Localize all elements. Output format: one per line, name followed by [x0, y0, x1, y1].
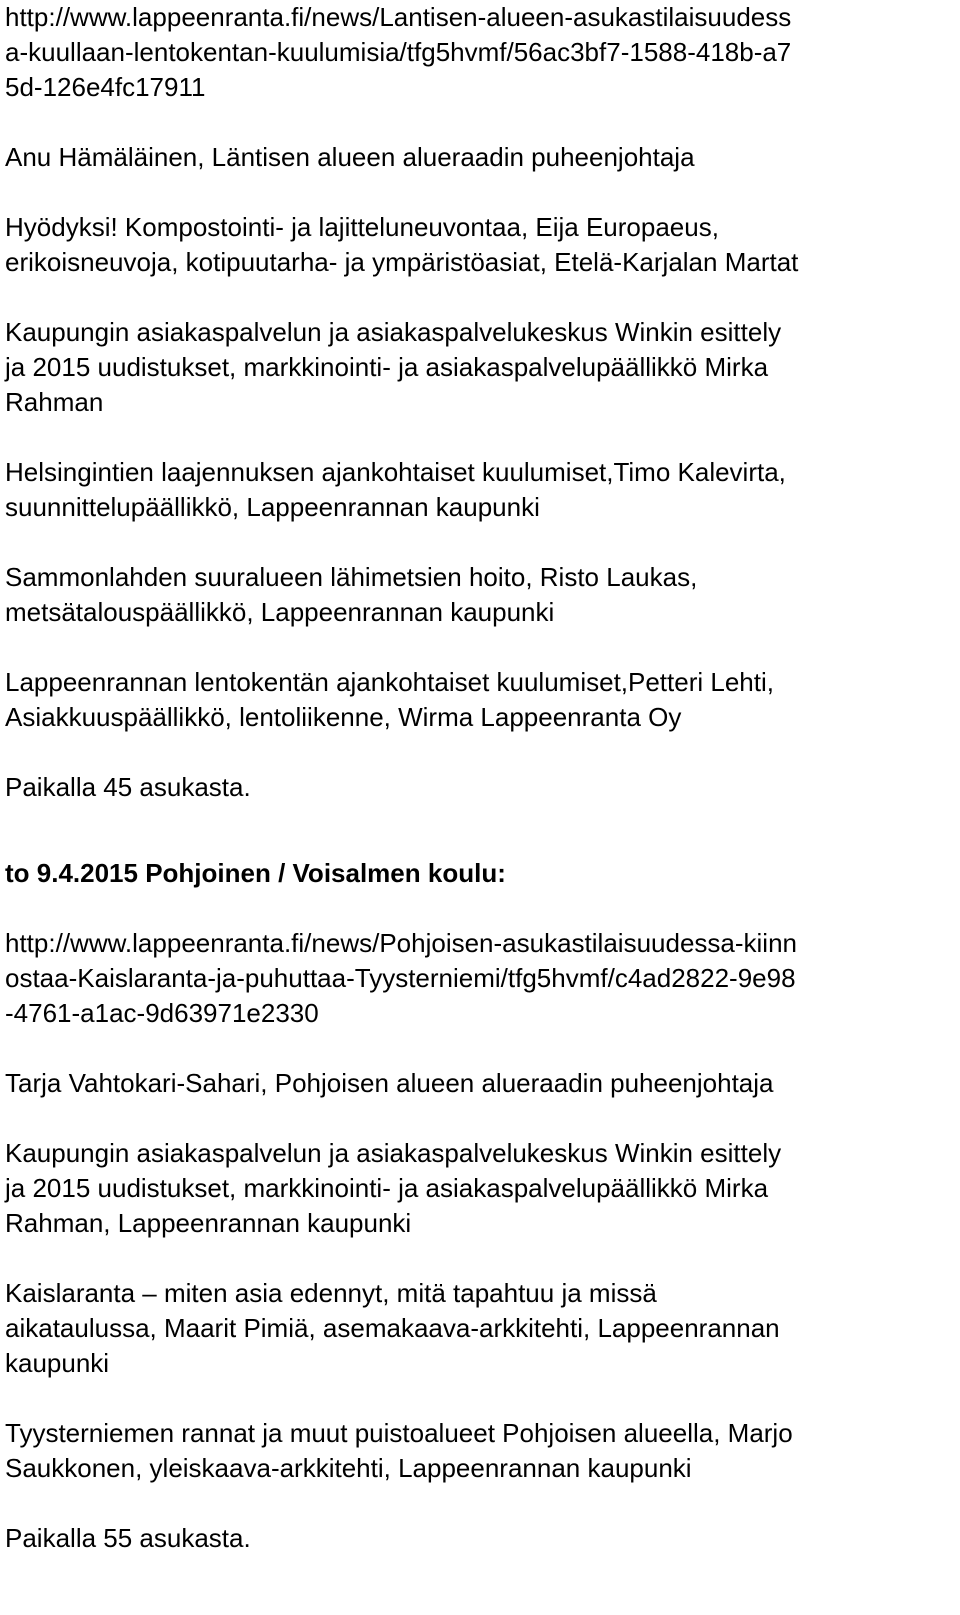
- attendance-line: Paikalla 45 asukasta.: [5, 772, 251, 802]
- item-line: Kaislaranta – miten asia edennyt, mitä tapahtuu ja missä: [5, 1278, 657, 1308]
- url-line: http://www.lappeenranta.fi/news/Lantisen-alueen-asukastilaisuudess: [5, 2, 792, 32]
- item-line: Rahman: [5, 387, 104, 417]
- url-line: http://www.lappeenranta.fi/news/Pohjoisen-asukastilaisuudessa-kiinn: [5, 928, 797, 958]
- section2-attendance: [5, 1521, 955, 1556]
- item-line: Kaupungin asiakaspalvelun ja asiakaspalvelukeskus Winkin esittely: [5, 317, 782, 347]
- section2-url: [5, 926, 955, 1031]
- document-page: [5, 0, 955, 1556]
- url-line: -4761-a1ac-9d63971e2330: [5, 998, 319, 1028]
- section2-chair: [5, 1066, 955, 1101]
- section2-item-2: [5, 1276, 955, 1381]
- attendance-line: Paikalla 55 asukasta.: [5, 1523, 251, 1553]
- section1-url: [5, 0, 955, 105]
- section-heading: to 9.4.2015 Pohjoinen / Voisalmen koulu:: [5, 858, 506, 888]
- item-line: Lappeenrannan lentokentän ajankohtaiset kuulumiset,Petteri Lehti,: [5, 667, 774, 697]
- section1-item-5: [5, 665, 955, 735]
- section1-item-3: [5, 455, 955, 525]
- item-line: Helsingintien laajennuksen ajankohtaiset kuulumiset,Timo Kalevirta,: [5, 457, 786, 487]
- item-line: Asiakkuuspäällikkö, lentoliikenne, Wirma Lappeenranta Oy: [5, 702, 682, 732]
- item-line: kaupunki: [5, 1348, 110, 1378]
- item-line: Kaupungin asiakaspalvelun ja asiakaspalvelukeskus Winkin esittely: [5, 1138, 782, 1168]
- item-line: Sammonlahden suuralueen lähimetsien hoito, Risto Laukas,: [5, 562, 698, 592]
- section2-heading: [5, 856, 955, 891]
- url-line: 5d-126e4fc17911: [5, 72, 206, 102]
- item-line: aikataulussa, Maarit Pimiä, asemakaava-arkkitehti, Lappeenrannan: [5, 1313, 780, 1343]
- section1-item-4: [5, 560, 955, 630]
- item-line: metsätalouspäällikkö, Lappeenrannan kaupunki: [5, 597, 555, 627]
- url-line: a-kuullaan-lentokentan-kuulumisia/tfg5hvmf/56ac3bf7-1588-418b-a7: [5, 37, 792, 67]
- item-line: Saukkonen, yleiskaava-arkkitehti, Lappeenrannan kaupunki: [5, 1453, 692, 1483]
- item-line: Hyödyksi! Kompostointi- ja lajitteluneuvontaa, Eija Europaeus,: [5, 212, 719, 242]
- section1-item-2: [5, 315, 955, 420]
- section2-item-1: [5, 1136, 955, 1241]
- chair-line: Tarja Vahtokari-Sahari, Pohjoisen alueen alueraadin puheenjohtaja: [5, 1068, 774, 1098]
- item-line: ja 2015 uudistukset, markkinointi- ja asiakaspalvelupäällikkö Mirka: [5, 1173, 769, 1203]
- section1-item-1: [5, 210, 955, 280]
- item-line: suunnittelupäällikkö, Lappeenrannan kaupunki: [5, 492, 540, 522]
- item-line: Rahman, Lappeenrannan kaupunki: [5, 1208, 412, 1238]
- section2-item-3: [5, 1416, 955, 1486]
- url-line: ostaa-Kaislaranta-ja-puhuttaa-Tyysterniemi/tfg5hvmf/c4ad2822-9e98: [5, 963, 796, 993]
- section1-chair: [5, 140, 955, 175]
- chair-line: Anu Hämäläinen, Läntisen alueen alueraadin puheenjohtaja: [5, 142, 695, 172]
- item-line: ja 2015 uudistukset, markkinointi- ja asiakaspalvelupäällikkö Mirka: [5, 352, 769, 382]
- item-line: erikoisneuvoja, kotipuutarha- ja ympäristöasiat, Etelä-Karjalan Martat: [5, 247, 799, 277]
- section1-attendance: [5, 770, 955, 805]
- item-line: Tyysterniemen rannat ja muut puistoalueet Pohjoisen alueella, Marjo: [5, 1418, 793, 1448]
